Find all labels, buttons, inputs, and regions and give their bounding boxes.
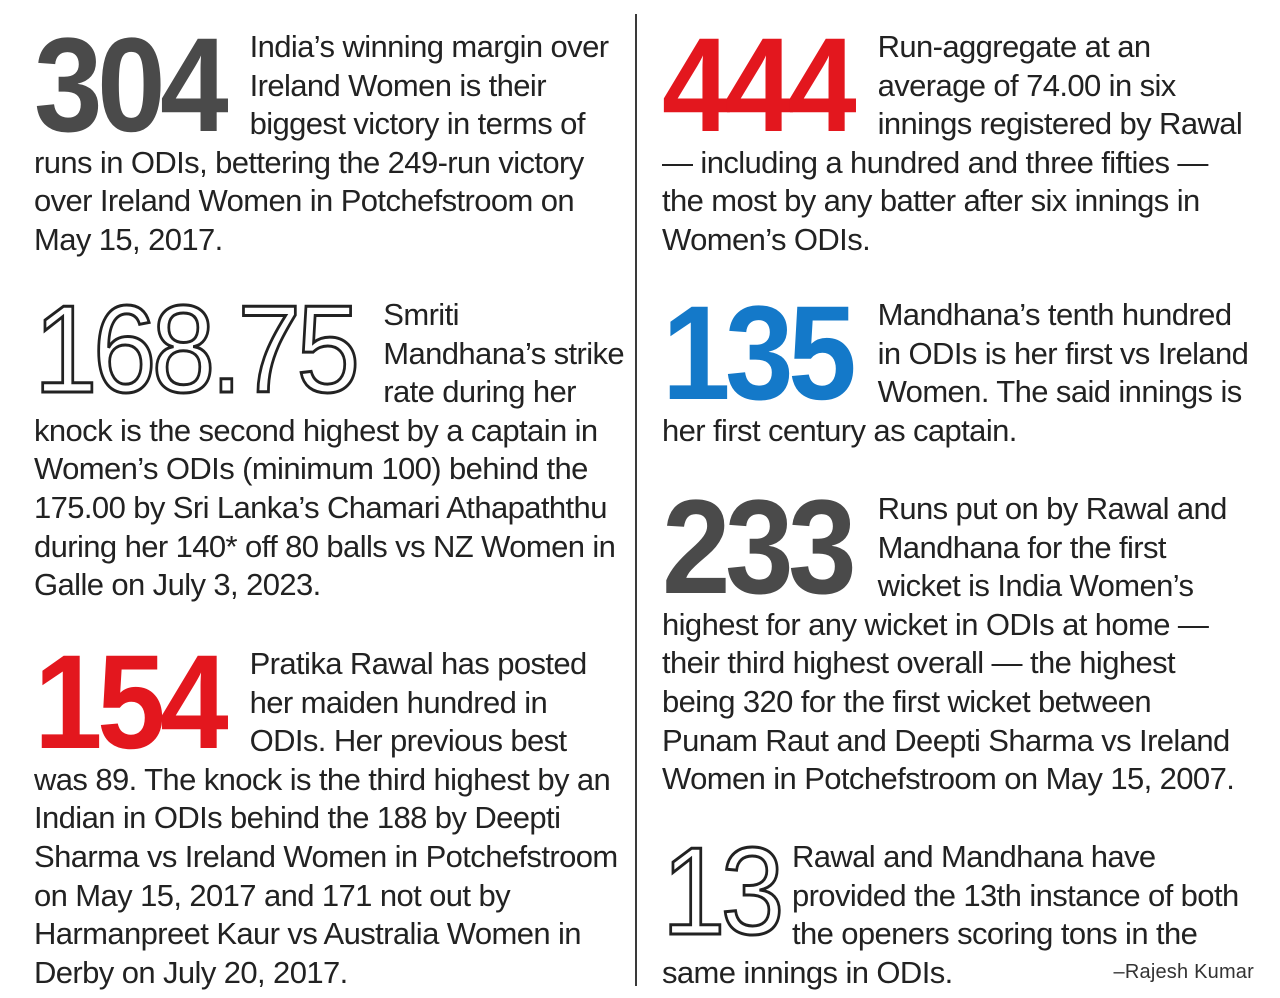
stat-135 bbox=[662, 279, 1258, 450]
stat-number: 135 bbox=[662, 279, 852, 428]
stat-number: 168.75 bbox=[34, 281, 356, 419]
stat-number: 13 bbox=[662, 823, 780, 961]
stat-304 bbox=[34, 11, 624, 260]
stat-text: Mandhana’s tenth hundred in ODIs is her first vs Ireland Women. The said innings is her first century as captain. bbox=[662, 297, 1249, 448]
column-divider bbox=[635, 14, 637, 986]
stat-number: 154 bbox=[34, 628, 224, 777]
stat-233 bbox=[662, 473, 1248, 799]
stat-number: 233 bbox=[662, 473, 852, 622]
stat-text: Smriti Mandhana’s strike rate during her knock is the second highest by a captain in Women’s ODIs (minimum 100) behind the 175.00 by Sri Lanka’s Chamari Athapaththu during her 140* off 80 balls vs NZ Women in Galle on July 3, 2023. bbox=[34, 297, 625, 603]
stat-text: Run-aggregate at an average of 74.00 in six innings registered by Rawal — including a hundred and three fifties — the most by any batter after six innings in Women’s ODIs. bbox=[662, 29, 1243, 257]
author-credit: –Rajesh Kumar bbox=[1113, 961, 1254, 983]
stat-number: 304 bbox=[34, 11, 224, 160]
stat-text: Rawal and Mandhana have provided the 13th instance of both the openers scoring tons in the same innings in ODIs. bbox=[662, 839, 1239, 990]
stat-444 bbox=[662, 11, 1252, 260]
stat-168-75 bbox=[34, 281, 626, 605]
stat-number: 444 bbox=[662, 11, 852, 160]
stat-text: Runs put on by Rawal and Mandhana for the first wicket is India Women’s highest for any wicket in ODIs at home — their third highest overall — the highest being 320 for the first wicket between Punam Raut and Deepti Sharma vs Ireland Women in Potchefstroom on May 15, 2007. bbox=[662, 491, 1235, 797]
stat-text: Pratika Rawal has posted her maiden hundred in ODIs. Her previous best was 89. The knock is the third highest by an Indian in ODIs behind the 188 by Deepti Sharma vs Ireland Women in Potchefstroom on May 15, 2017 and 171 not out by Harmanpreet Kaur vs Australia Women in Derby on July 20, 2017. bbox=[34, 646, 618, 990]
stat-154 bbox=[34, 628, 626, 992]
stat-text: India’s winning margin over Ireland Women is their biggest victory in terms of runs in ODIs, bettering the 249-run victory over Ireland Women in Potchefstroom on May 15, 2017. bbox=[34, 29, 609, 257]
